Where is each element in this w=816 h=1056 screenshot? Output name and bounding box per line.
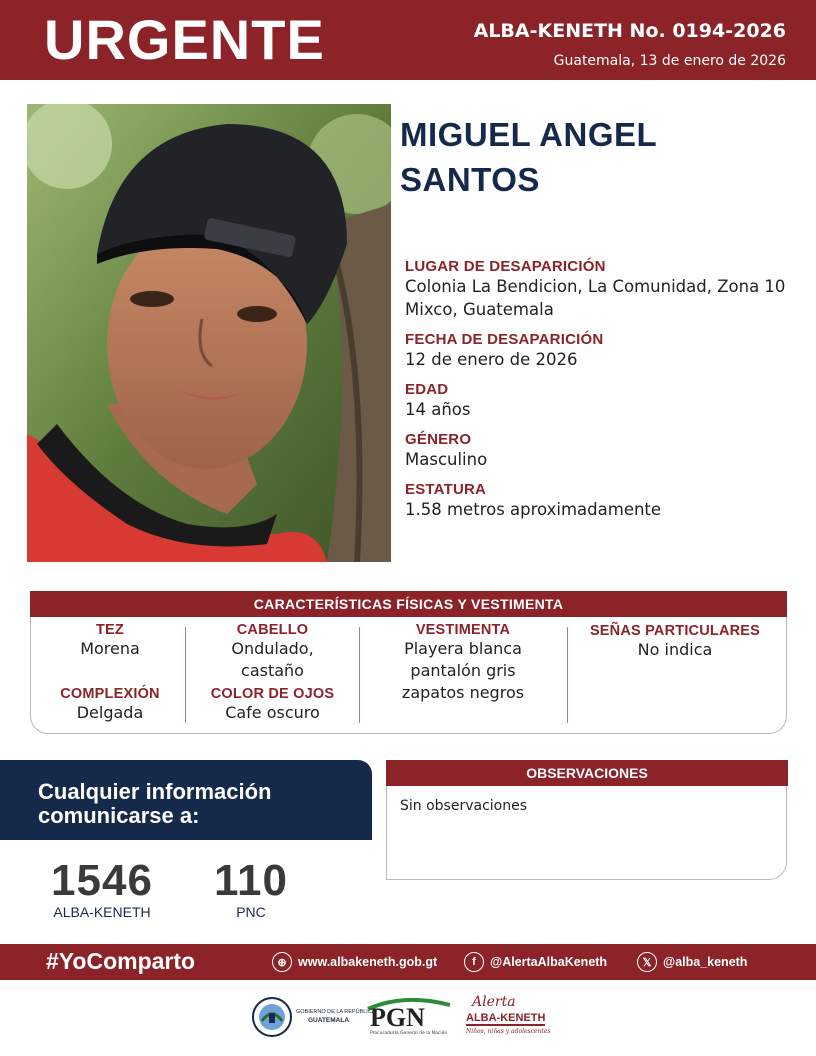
- tez-label: TEZ: [96, 622, 124, 638]
- complexion-column: [40, 686, 180, 724]
- pgn-logo: [364, 995, 454, 1039]
- ojos-column: [190, 686, 355, 724]
- edad-value: 14 años: [405, 400, 471, 419]
- gov-line2: GUATEMALA: [308, 1017, 350, 1024]
- genero-block: [405, 431, 805, 471]
- senas-column: [572, 623, 778, 661]
- lugar-line1: Colonia La Bendicion, La Comunidad, Zona 10: [405, 277, 786, 296]
- facebook-text: @AlertaAlbaKeneth: [490, 955, 608, 969]
- x-icon: 𝕏: [637, 952, 657, 972]
- observations-text: Sin observaciones: [400, 798, 528, 814]
- government-seal-icon: [250, 995, 294, 1039]
- alerta-alba-keneth-logo: [466, 994, 551, 1042]
- genero-label: GÉNERO: [405, 431, 472, 448]
- cabello-label: CABELLO: [236, 622, 309, 638]
- alert-number: ALBA-KENETH No. 0194-2026: [473, 20, 786, 42]
- estatura-block: [405, 481, 805, 521]
- vestimenta-column: [368, 622, 558, 704]
- vestimenta-label: VESTIMENTA: [415, 622, 511, 638]
- person-name-line1: MIGUEL ANGEL: [400, 116, 658, 153]
- hashtag: #YoComparto: [46, 948, 196, 974]
- lugar-label: LUGAR DE DESAPARICIÓN: [405, 258, 606, 275]
- phone-alba-keneth[interactable]: [40, 858, 164, 920]
- characteristics-title: CARACTERÍSTICAS FÍSICAS Y VESTIMENTA: [30, 591, 787, 617]
- complexion-value: Delgada: [76, 703, 144, 722]
- tez-value: Morena: [80, 639, 140, 658]
- fecha-label: FECHA DE DESAPARICIÓN: [405, 331, 604, 348]
- gov-line1: GOBIERNO DE LA REPÚBLICA: [296, 1009, 376, 1015]
- contact-line1: Cualquier información: [38, 779, 272, 804]
- phone-pnc[interactable]: [206, 858, 296, 920]
- facebook-icon: f: [464, 952, 484, 972]
- twitter-text: @alba_keneth: [663, 955, 748, 969]
- contact-line2: comunicarse a:: [38, 803, 200, 828]
- tez-column: [40, 622, 180, 660]
- phone-alba-keneth-label: ALBA-KENETH: [53, 904, 151, 920]
- alerta-main: ALBA-KENETH: [466, 1012, 546, 1024]
- fecha-value: 12 de enero de 2026: [405, 350, 578, 369]
- contact-banner: [0, 760, 372, 840]
- lugar-block: [405, 258, 805, 321]
- pgn-subtext: Procuraduría General de la Nación: [370, 1031, 448, 1036]
- cabello-column: [190, 622, 355, 682]
- complexion-label: COMPLEXIÓN: [60, 686, 160, 702]
- alert-place-date: Guatemala, 13 de enero de 2026: [553, 53, 786, 69]
- twitter-link[interactable]: [637, 952, 747, 972]
- vestimenta-line2: pantalón gris: [410, 661, 516, 680]
- ojos-label: COLOR DE OJOS: [210, 686, 335, 702]
- cabello-line2: castaño: [241, 661, 304, 680]
- website-link[interactable]: [272, 952, 437, 972]
- observations-title: OBSERVACIONES: [386, 760, 788, 786]
- person-name-line2: SANTOS: [400, 161, 540, 198]
- edad-label: EDAD: [405, 381, 449, 398]
- genero-value: Masculino: [405, 450, 488, 469]
- urgent-title: URGENTE: [44, 8, 325, 71]
- footer-bar: [0, 944, 816, 980]
- website-text: www.albakeneth.gob.gt: [298, 955, 438, 969]
- phone-pnc-number: 110: [214, 856, 288, 905]
- fecha-block: [405, 331, 805, 371]
- globe-icon: ⊕: [272, 952, 292, 972]
- details-section: [405, 258, 805, 531]
- alerta-top: Alerta: [472, 994, 516, 1010]
- estatura-value: 1.58 metros aproximadamente: [405, 500, 662, 519]
- vestimenta-line1: Playera blanca: [404, 639, 522, 658]
- government-logo: [250, 995, 376, 1039]
- divider: [185, 627, 186, 723]
- pgn-text: PGN: [370, 1003, 425, 1032]
- estatura-label: ESTATURA: [405, 481, 487, 498]
- divider: [359, 627, 360, 723]
- phone-pnc-label: PNC: [236, 904, 266, 920]
- phone-alba-keneth-number: 1546: [51, 856, 153, 905]
- edad-block: [405, 381, 805, 421]
- cabello-line1: Ondulado,: [231, 639, 314, 658]
- person-name: [400, 112, 800, 202]
- header-bar: [0, 0, 816, 80]
- lugar-line2: Mixco, Guatemala: [405, 300, 554, 319]
- vestimenta-line3: zapatos negros: [401, 683, 525, 702]
- senas-value: No indica: [637, 640, 713, 659]
- divider: [567, 627, 568, 723]
- senas-label: SEÑAS PARTICULARES: [589, 623, 761, 639]
- ojos-value: Cafe oscuro: [225, 703, 320, 722]
- missing-person-photo: [27, 104, 391, 562]
- alerta-sub: Niños, niñas y adolescentes: [466, 1028, 551, 1035]
- facebook-link[interactable]: [464, 952, 607, 972]
